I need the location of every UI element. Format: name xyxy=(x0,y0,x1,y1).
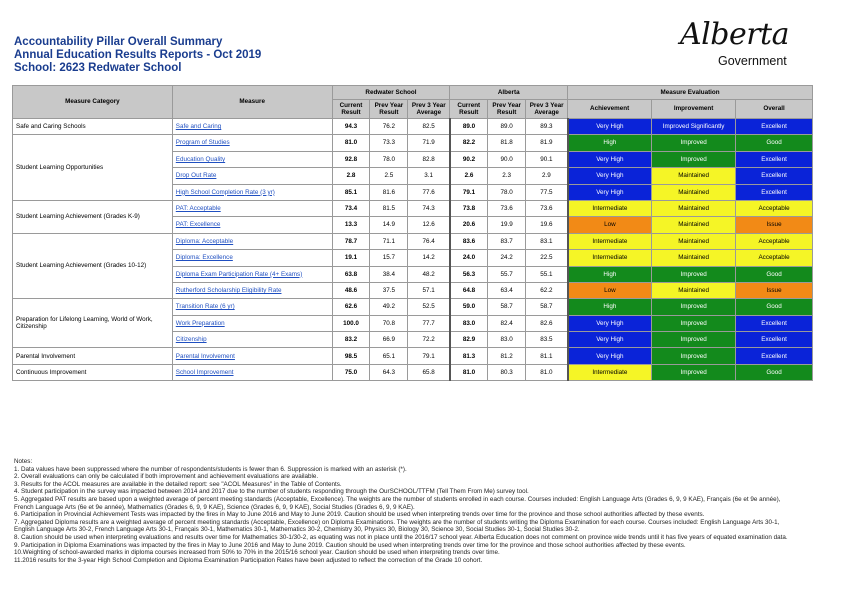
note-item: 7. Aggregated Diploma results are a weighted average of percent meeting standards (Acceptable, Excellence) on Diploma Examinations. The weights are the number of students writing the Diploma Examination for each course. Courses included: English Language Arts 30-1, English Language Arts 30-2, French Language Arts 30-1, Français 30-1, Mathematics 30-1, Mathematics 30-2, Chemistry 30, Physics 30, Biology 30, Science 30, Social Studies 30-1, Social Studies 30-2. xyxy=(14,518,780,534)
alberta-prev-average: 81.9 xyxy=(526,135,568,151)
overall-evaluation: Excellent xyxy=(736,332,813,348)
achievement-evaluation: Intermediate xyxy=(568,233,652,249)
school-prev-average: 71.9 xyxy=(408,135,450,151)
measure-cell xyxy=(172,217,332,233)
alberta-current-result: 81.3 xyxy=(450,348,488,364)
measure-cell xyxy=(172,348,332,364)
measure-link[interactable]: Work Preparation xyxy=(175,319,225,327)
school-current-result: 78.7 xyxy=(332,233,370,249)
measure-link[interactable]: Diploma Exam Participation Rate (4+ Exams) xyxy=(175,270,303,278)
achievement-evaluation: Very High xyxy=(568,168,652,184)
school-prev-average: 82.8 xyxy=(408,151,450,167)
school-prev-average: 52.5 xyxy=(408,299,450,315)
alberta-prev-average: 77.5 xyxy=(526,184,568,200)
school-prev-result: 66.9 xyxy=(370,332,408,348)
school-current-result: 100.0 xyxy=(332,315,370,331)
table-row xyxy=(13,200,813,216)
achievement-evaluation: Intermediate xyxy=(568,364,652,380)
school-prev-result: 15.7 xyxy=(370,250,408,266)
measure-category-cell: Parental Involvement xyxy=(13,348,173,364)
school-current-result: 83.2 xyxy=(332,332,370,348)
school-name: School: 2623 Redwater School xyxy=(14,62,182,74)
measure-link[interactable]: Safe and Caring xyxy=(175,123,222,131)
overall-evaluation: Good xyxy=(736,364,813,380)
measure-cell xyxy=(172,135,332,151)
achievement-evaluation: Very High xyxy=(568,184,652,200)
school-prev-result: 37.5 xyxy=(370,282,408,298)
note-item: 3. Results for the ACOL measures are available in the detailed report: see "ACOL Measures" in the Table of Contents. xyxy=(14,480,342,488)
measure-link[interactable]: PAT: Excellence xyxy=(175,221,221,229)
achievement-evaluation: Very High xyxy=(568,119,652,135)
alberta-current-result: 89.0 xyxy=(450,119,488,135)
measure-category-cell: Student Learning Opportunities xyxy=(13,135,173,201)
alberta-prev-result: 83.0 xyxy=(488,332,526,348)
header-school-prev: Prev Year Result xyxy=(370,100,408,119)
achievement-evaluation: Intermediate xyxy=(568,200,652,216)
alberta-prev-result: 83.7 xyxy=(488,233,526,249)
school-prev-average: 82.5 xyxy=(408,119,450,135)
alberta-prev-average: 73.6 xyxy=(526,200,568,216)
alberta-prev-average: 81.1 xyxy=(526,348,568,364)
school-prev-result: 65.1 xyxy=(370,348,408,364)
note-item: 4. Student participation in the survey was impacted between 2014 and 2017 due to the number of students responding through the OurSCHOOL/TTFM (Tell Them From Me) survey tool. xyxy=(14,488,529,496)
alberta-prev-result: 55.7 xyxy=(488,266,526,282)
measure-category-cell: Preparation for Lifelong Learning, World of Work, Citizenship xyxy=(13,299,173,348)
measure-category-cell: Safe and Caring Schools xyxy=(13,119,173,135)
overall-evaluation: Good xyxy=(736,135,813,151)
school-prev-average: 3.1 xyxy=(408,168,450,184)
overall-evaluation: Acceptable xyxy=(736,200,813,216)
table-body xyxy=(13,119,813,381)
overall-evaluation: Excellent xyxy=(736,151,813,167)
alberta-government-logo xyxy=(680,18,820,70)
school-prev-average: 74.3 xyxy=(408,200,450,216)
school-current-result: 75.0 xyxy=(332,364,370,380)
alberta-prev-result: 82.4 xyxy=(488,315,526,331)
note-item: 10.Weighting of school-awarded marks in diploma courses increased from 50% to 70% in the 2015/16 school year. Caution should be used when interpreting trends over time. xyxy=(14,549,500,557)
header-evaluation-group: Measure Evaluation xyxy=(568,86,813,100)
table-row xyxy=(13,348,813,364)
header-alberta-current: Current Result xyxy=(450,100,488,119)
measure-cell xyxy=(172,250,332,266)
school-prev-result: 76.2 xyxy=(370,119,408,135)
school-prev-result: 78.0 xyxy=(370,151,408,167)
overall-evaluation: Excellent xyxy=(736,168,813,184)
improvement-evaluation: Maintained xyxy=(652,168,736,184)
measure-link[interactable]: Citizenship xyxy=(175,336,207,344)
alberta-prev-result: 24.2 xyxy=(488,250,526,266)
note-item: 1. Data values have been suppressed where the number of respondents/students is fewer than 6. Suppression is marked with an asterisk (*). xyxy=(14,465,407,473)
school-current-result: 2.8 xyxy=(332,168,370,184)
school-prev-result: 81.5 xyxy=(370,200,408,216)
alberta-current-result: 73.8 xyxy=(450,200,488,216)
overall-evaluation: Issue xyxy=(736,217,813,233)
alberta-prev-average: 19.6 xyxy=(526,217,568,233)
school-prev-result: 38.4 xyxy=(370,266,408,282)
improvement-evaluation: Improved xyxy=(652,151,736,167)
alberta-prev-average: 2.9 xyxy=(526,168,568,184)
measure-cell xyxy=(172,299,332,315)
measure-cell xyxy=(172,266,332,282)
alberta-prev-result: 81.8 xyxy=(488,135,526,151)
alberta-current-result: 56.3 xyxy=(450,266,488,282)
measure-link[interactable]: Parental Involvement xyxy=(175,352,235,360)
measure-link[interactable]: Drop Out Rate xyxy=(175,172,217,180)
alberta-prev-result: 90.0 xyxy=(488,151,526,167)
overall-evaluation: Acceptable xyxy=(736,250,813,266)
school-prev-average: 77.7 xyxy=(408,315,450,331)
measure-link[interactable]: High School Completion Rate (3 yr) xyxy=(175,188,275,196)
note-item: 8. Caution should be used when interpreting evaluations and results over time for Mathematics 30-1/30-2, as equating was not in place until the 2016/17 school year. Alberta Education does not comment on province wide trends until it has five years of equated examination data. xyxy=(14,533,788,541)
measure-cell xyxy=(172,119,332,135)
achievement-evaluation: Low xyxy=(568,217,652,233)
measure-cell xyxy=(172,200,332,216)
school-prev-average: 65.8 xyxy=(408,364,450,380)
overall-evaluation: Excellent xyxy=(736,184,813,200)
measure-link[interactable]: Program of Studies xyxy=(175,139,230,147)
alberta-wordmark: Alberta xyxy=(680,17,789,52)
overall-evaluation: Excellent xyxy=(736,315,813,331)
improvement-evaluation: Improved xyxy=(652,299,736,315)
alberta-current-result: 81.0 xyxy=(450,364,488,380)
school-current-result: 85.1 xyxy=(332,184,370,200)
note-item: 5. Aggregated PAT results are based upon a weighted average of percent meeting standards (Acceptable, Excellence). The weights are the number of students enrolled in each course. Courses included: English Language Arts (Grades 6, 9, 9 KAE), Français (6e et 9e année), French Language Arts (6e et 9e année), Mathematics (Grades 6, 9, 9 KAE), Science (Grades 6, 9, 9 KAE), Social Studies (Grades 6, 9, 9 KAE). xyxy=(14,495,781,511)
alberta-current-result: 64.8 xyxy=(450,282,488,298)
overall-evaluation: Good xyxy=(736,299,813,315)
note-item: 6. Participation in Provincial Achievement Tests was impacted by the fires in May to June 2016 and May to June 2019. Caution should be used when interpreting trends over time for the province and those school authorities affected by these events. xyxy=(14,511,705,519)
notes-heading: Notes: xyxy=(14,458,33,465)
improvement-evaluation: Maintained xyxy=(652,250,736,266)
table-row xyxy=(13,135,813,151)
overall-evaluation: Excellent xyxy=(736,348,813,364)
school-current-result: 63.8 xyxy=(332,266,370,282)
notes-section xyxy=(14,458,794,564)
school-prev-result: 73.3 xyxy=(370,135,408,151)
school-prev-average: 48.2 xyxy=(408,266,450,282)
school-current-result: 73.4 xyxy=(332,200,370,216)
school-current-result: 92.8 xyxy=(332,151,370,167)
header-school-current: Current Result xyxy=(332,100,370,119)
alberta-prev-average: 55.1 xyxy=(526,266,568,282)
header-measure-category: Measure Category xyxy=(13,86,173,119)
report-subtitle: Annual Education Results Reports - Oct 2019 xyxy=(14,49,262,61)
alberta-current-result: 59.0 xyxy=(450,299,488,315)
improvement-evaluation: Improved xyxy=(652,332,736,348)
alberta-prev-average: 62.2 xyxy=(526,282,568,298)
school-prev-result: 70.8 xyxy=(370,315,408,331)
school-current-result: 81.0 xyxy=(332,135,370,151)
school-prev-result: 2.5 xyxy=(370,168,408,184)
note-item: 9. Participation in Diploma Examinations was impacted by the fires in May to June 2016 and May to June 2019. Caution should be used when interpreting trends over time for the province and those school authorities affected by these events. xyxy=(14,541,686,549)
school-prev-average: 79.1 xyxy=(408,348,450,364)
overall-evaluation: Good xyxy=(736,266,813,282)
table-row xyxy=(13,233,813,249)
school-current-result: 98.5 xyxy=(332,348,370,364)
alberta-prev-average: 22.5 xyxy=(526,250,568,266)
report-title: Accountability Pillar Overall Summary xyxy=(14,36,223,48)
improvement-evaluation: Improved xyxy=(652,348,736,364)
header-alberta-group: Alberta xyxy=(450,86,568,100)
alberta-prev-average: 83.1 xyxy=(526,233,568,249)
measure-link[interactable]: PAT: Acceptable xyxy=(175,205,221,213)
measure-link[interactable]: School Improvement xyxy=(175,368,234,376)
school-prev-result: 81.6 xyxy=(370,184,408,200)
alberta-current-result: 24.0 xyxy=(450,250,488,266)
improvement-evaluation: Maintained xyxy=(652,200,736,216)
note-item: 2. Overall evaluations can only be calculated if both improvement and achievement evaluations are available. xyxy=(14,473,319,481)
school-prev-average: 76.4 xyxy=(408,233,450,249)
alberta-current-result: 2.6 xyxy=(450,168,488,184)
header-improvement: Improvement xyxy=(652,100,736,119)
alberta-prev-average: 81.0 xyxy=(526,364,568,380)
measure-cell xyxy=(172,233,332,249)
alberta-prev-average: 58.7 xyxy=(526,299,568,315)
header-school-group: Redwater School xyxy=(332,86,450,100)
school-prev-average: 14.2 xyxy=(408,250,450,266)
improvement-evaluation: Maintained xyxy=(652,233,736,249)
measure-category-cell: Continuous Improvement xyxy=(13,364,173,380)
improvement-evaluation: Improved Significantly xyxy=(652,119,736,135)
school-prev-result: 64.3 xyxy=(370,364,408,380)
government-label: Government xyxy=(718,54,787,68)
table-row xyxy=(13,364,813,380)
school-current-result: 19.1 xyxy=(332,250,370,266)
achievement-evaluation: Very High xyxy=(568,332,652,348)
measure-category-cell: Student Learning Achievement (Grades 10-12) xyxy=(13,233,173,299)
alberta-prev-result: 2.3 xyxy=(488,168,526,184)
measure-cell xyxy=(172,364,332,380)
improvement-evaluation: Improved xyxy=(652,364,736,380)
school-prev-result: 49.2 xyxy=(370,299,408,315)
alberta-current-result: 79.1 xyxy=(450,184,488,200)
alberta-current-result: 83.0 xyxy=(450,315,488,331)
alberta-current-result: 83.6 xyxy=(450,233,488,249)
school-prev-result: 14.9 xyxy=(370,217,408,233)
school-current-result: 48.6 xyxy=(332,282,370,298)
school-prev-average: 57.1 xyxy=(408,282,450,298)
achievement-evaluation: High xyxy=(568,135,652,151)
measure-cell xyxy=(172,315,332,331)
alberta-prev-result: 89.0 xyxy=(488,119,526,135)
alberta-prev-result: 58.7 xyxy=(488,299,526,315)
note-item: 11.2016 results for the 3-year High School Completion and Diploma Examination Participation Rates have been adjusted to reflect the correction of the Grade 10 cohort. xyxy=(14,556,483,564)
improvement-evaluation: Improved xyxy=(652,315,736,331)
report-header xyxy=(14,36,261,75)
alberta-prev-average: 82.6 xyxy=(526,315,568,331)
alberta-prev-average: 90.1 xyxy=(526,151,568,167)
overall-evaluation: Acceptable xyxy=(736,233,813,249)
school-current-result: 13.3 xyxy=(332,217,370,233)
header-school-avg: Prev 3 Year Average xyxy=(408,100,450,119)
school-current-result: 62.6 xyxy=(332,299,370,315)
measure-cell xyxy=(172,282,332,298)
school-prev-average: 12.6 xyxy=(408,217,450,233)
alberta-current-result: 82.9 xyxy=(450,332,488,348)
measure-cell xyxy=(172,184,332,200)
measure-category-cell: Student Learning Achievement (Grades K-9) xyxy=(13,200,173,233)
alberta-prev-average: 89.3 xyxy=(526,119,568,135)
measure-cell xyxy=(172,332,332,348)
measure-link[interactable]: Education Quality xyxy=(175,155,226,163)
achievement-evaluation: High xyxy=(568,266,652,282)
header-achievement: Achievement xyxy=(568,100,652,119)
school-prev-average: 77.6 xyxy=(408,184,450,200)
school-prev-result: 71.1 xyxy=(370,233,408,249)
improvement-evaluation: Maintained xyxy=(652,184,736,200)
improvement-evaluation: Improved xyxy=(652,135,736,151)
achievement-evaluation: Very High xyxy=(568,348,652,364)
achievement-evaluation: Very High xyxy=(568,315,652,331)
alberta-prev-result: 19.9 xyxy=(488,217,526,233)
measure-link[interactable]: Diploma: Excellence xyxy=(175,254,233,262)
header-measure: Measure xyxy=(172,86,332,119)
alberta-prev-result: 73.6 xyxy=(488,200,526,216)
improvement-evaluation: Maintained xyxy=(652,282,736,298)
measure-link[interactable]: Diploma: Acceptable xyxy=(175,237,234,245)
alberta-prev-result: 63.4 xyxy=(488,282,526,298)
improvement-evaluation: Maintained xyxy=(652,217,736,233)
alberta-prev-result: 80.3 xyxy=(488,364,526,380)
alberta-prev-result: 78.0 xyxy=(488,184,526,200)
alberta-prev-average: 83.5 xyxy=(526,332,568,348)
summary-table xyxy=(12,85,813,381)
achievement-evaluation: Very High xyxy=(568,151,652,167)
measure-cell xyxy=(172,168,332,184)
achievement-evaluation: Intermediate xyxy=(568,250,652,266)
alberta-current-result: 20.6 xyxy=(450,217,488,233)
table-row xyxy=(13,119,813,135)
measure-cell xyxy=(172,151,332,167)
achievement-evaluation: High xyxy=(568,299,652,315)
overall-evaluation: Issue xyxy=(736,282,813,298)
alberta-current-result: 82.2 xyxy=(450,135,488,151)
school-prev-average: 72.2 xyxy=(408,332,450,348)
table-row xyxy=(13,299,813,315)
school-current-result: 94.3 xyxy=(332,119,370,135)
measure-link[interactable]: Transition Rate (6 yr) xyxy=(175,303,235,311)
header-alberta-avg: Prev 3 Year Average xyxy=(526,100,568,119)
improvement-evaluation: Improved xyxy=(652,266,736,282)
header-alberta-prev: Prev Year Result xyxy=(488,100,526,119)
alberta-prev-result: 81.2 xyxy=(488,348,526,364)
measure-link[interactable]: Rutherford Scholarship Eligibility Rate xyxy=(175,287,282,294)
overall-evaluation: Excellent xyxy=(736,119,813,135)
achievement-evaluation: Low xyxy=(568,282,652,298)
header-overall: Overall xyxy=(736,100,813,119)
alberta-current-result: 90.2 xyxy=(450,151,488,167)
